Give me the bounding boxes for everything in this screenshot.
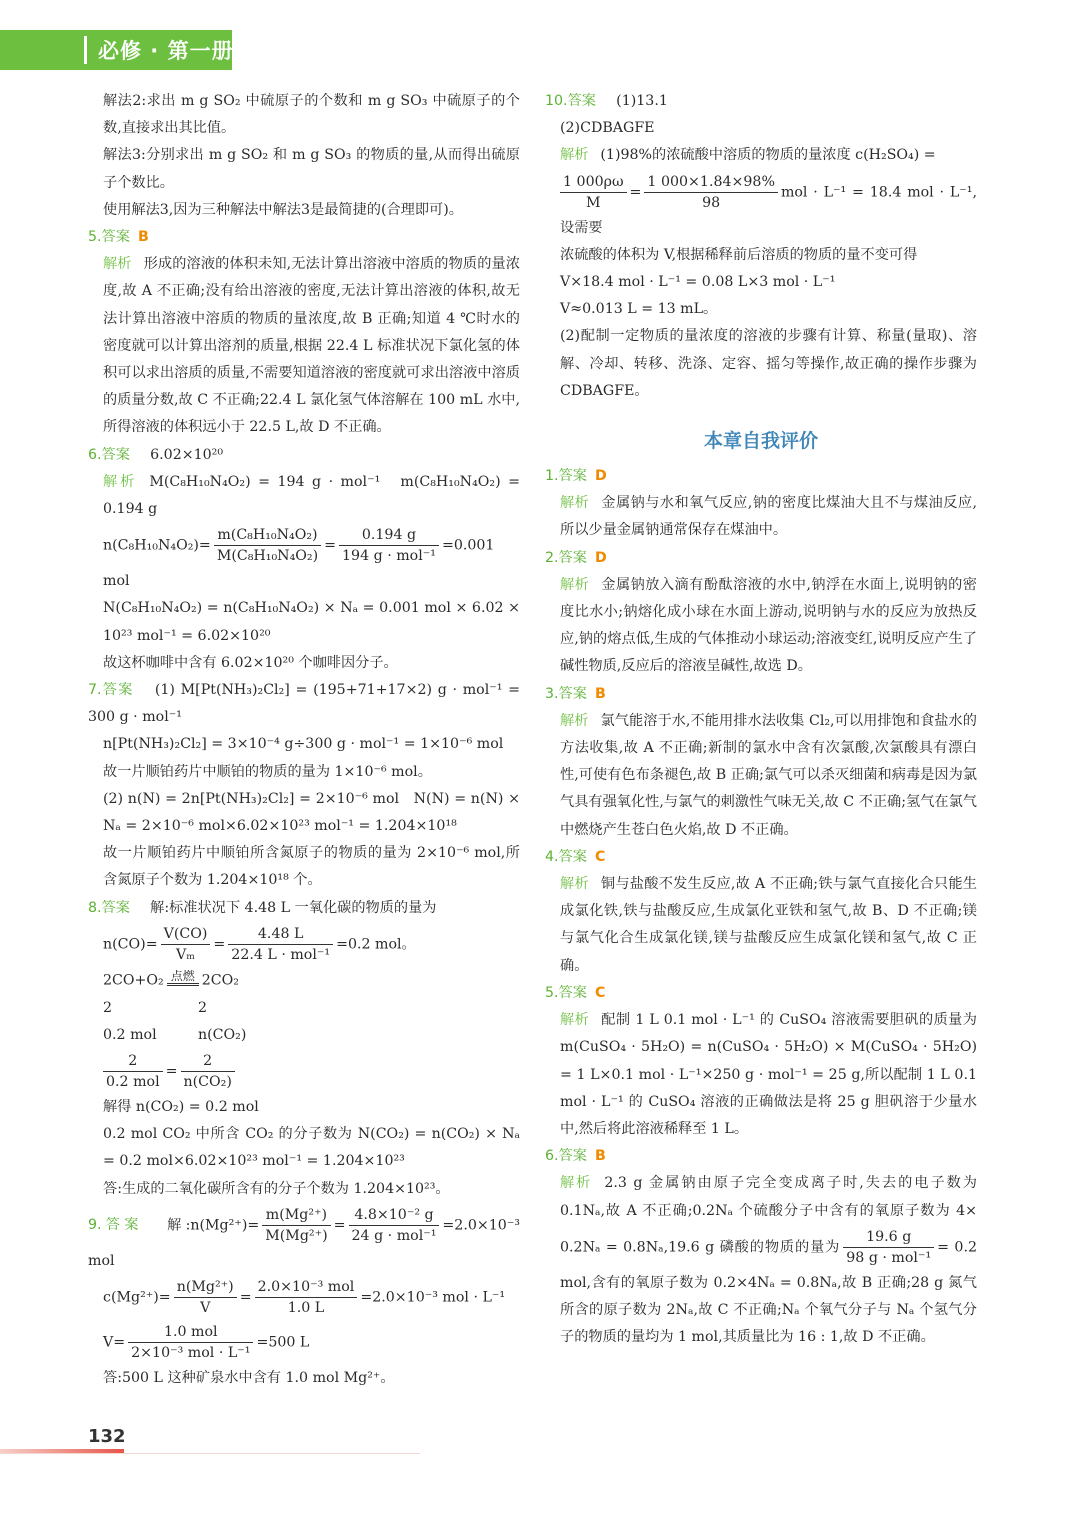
q8-number: 8.: [88, 899, 102, 916]
fraction-denominator: Vₘ: [176, 946, 195, 963]
fraction-denominator: 98: [702, 194, 721, 211]
item4-number: 4.: [545, 848, 559, 865]
amount-co: 0.2 mol: [103, 1026, 157, 1043]
item3-number: 3.: [545, 685, 559, 702]
q6-line1: [88, 469, 520, 523]
item1-analysis: [545, 490, 977, 544]
footer-rule: [0, 1453, 420, 1454]
q6-text1: M(C₈H₁₀N₄O₂) = 194 g · mol⁻¹ m(C₈H₁₀N₄O₂) = 0.194 g: [103, 473, 520, 518]
fraction-denominator: 2×10⁻³ mol · L⁻¹: [131, 1345, 251, 1362]
q6-formula: n(C₈H₁₀N₄O₂)= $\frac{\text{m(C₈H₁₀N₄O₂)}}{\text{M(C₈H₁₀N₄O₂)}}$ = 0.194 g 194 g · mol⁻¹ =0.001 mol: [103, 527, 495, 590]
answer-label: 答案: [567, 93, 596, 109]
analysis-label: 解析: [560, 576, 590, 593]
item6-answer-value: B: [594, 1148, 606, 1165]
q9-fraction-a1: [262, 1205, 330, 1246]
item6-analysis: [545, 1170, 977, 1351]
item5-analysis-text: 配制 1 L 0.1 mol · L⁻¹ 的 CuSO₄ 溶液需要胆矾的质量为 m(CuSO₄ · 5H₂O) = n(CuSO₄ · 5H₂O) × M(CuSO₄ · 5H₂O) = 1 L×0.1 mol · L⁻¹×250 g · mol⁻¹ = 25 g,所以配制 1 L 0.1 mol · L⁻¹ 的 CuSO₄ 溶液的正确做法是将 25 g 胆矾溶于少量水中,然后将此溶液稀释至 1 L。: [560, 1012, 977, 1137]
q7-line5: 故一片顺铂药片中顺铂所含氮原子的物质的量为 2×10⁻⁶ mol,所含氮原子个数为 1.204×10¹⁸ 个。: [103, 845, 520, 889]
fraction-denominator: 0.2 mol: [106, 1074, 160, 1090]
q9-formula-b-lhs: c(Mg²⁺)=: [103, 1289, 171, 1306]
q7-line1: (1) M[Pt(NH₃)₂Cl₂] = (195+71+17×2) g · mol⁻¹ = 300 g · mol⁻¹: [88, 682, 520, 726]
fraction-numerator: 2.0×10⁻³ mol: [255, 1277, 358, 1298]
q9-formula-c-lhs: V=: [103, 1334, 126, 1351]
item1-answer-value: D: [594, 468, 607, 485]
q6-formula-result: =0.001 mol: [103, 537, 495, 590]
q8-line1: 解:标准状况下 4.48 L 一氧化碳的物质的量为: [150, 899, 437, 916]
item1-number: 1.: [545, 468, 559, 485]
fraction-denominator: 194 g · mol⁻¹: [342, 548, 436, 565]
fraction-numerator: 4.48 L: [228, 924, 333, 945]
fraction-numerator: 1 000ρω: [560, 172, 627, 193]
fraction-numerator: 19.6 g: [843, 1227, 934, 1248]
item5-answer: [545, 980, 977, 1007]
coef-co2: 2: [198, 999, 208, 1016]
q10-number: 10.: [545, 93, 568, 109]
item3-analysis: [545, 708, 977, 844]
section-title: 本章自我评价: [703, 430, 818, 453]
fraction-denominator: M: [586, 194, 601, 211]
reaction-reactants: 2CO+O₂: [103, 972, 164, 989]
fraction-numerator: 1 000×1.84×98%: [644, 172, 778, 193]
q8-proportion: 2 0.2 mol = $\frac{2}{\text{n(CO₂)}}$: [88, 1049, 520, 1094]
q6-number: 6.: [88, 446, 102, 463]
q9-formula-c-result: =500 L: [256, 1334, 310, 1351]
item1-analysis-text: 金属钠与水和氧气反应,钠的密度比煤油大且不与煤油反应,所以少量金属钠通常保存在煤油中。: [560, 495, 977, 539]
q8-line4: 答:生成的二氧化碳所含有的分子个数为 1.204×10²³。: [103, 1180, 450, 1197]
item3-answer: [545, 681, 977, 708]
q8-coef-row2: [88, 1022, 520, 1049]
item2-analysis: [545, 572, 977, 681]
coef-co: 2: [103, 999, 113, 1016]
q8-reaction: [88, 967, 520, 995]
q10-formula-result: mol · L⁻¹ = 18.4 mol · L⁻¹,设需要: [560, 184, 977, 236]
item5-answer-value: C: [594, 984, 606, 1001]
q10-fraction1: [560, 172, 627, 213]
q10-line3: V×18.4 mol · L⁻¹ = 0.08 L×3 mol · L⁻¹: [560, 274, 836, 291]
q8-line2: 解得 n(CO₂) = 0.2 mol: [103, 1099, 259, 1115]
header-title: 必修 · 第一册: [98, 39, 234, 63]
q7-line3: 故一片顺铂药片中顺铂的物质的量为 1×10⁻⁶ mol。: [103, 763, 432, 780]
answer-label: 答案: [558, 685, 587, 702]
fraction-denominator: M(C₈H₁₀N₄O₂): [216, 548, 319, 565]
q4-line1: 解法2:求出 m g SO₂ 中硫原子的个数和 m g SO₃ 中硫原子的个数,直接求出其比值。: [103, 93, 520, 137]
item4-analysis: [545, 871, 977, 980]
analysis-label: 解析: [560, 495, 590, 512]
proportion-left: [103, 1051, 163, 1092]
item6-number: 6.: [545, 1148, 559, 1165]
left-column: [88, 88, 520, 1392]
q8-formula-result: =0.2 mol。: [336, 936, 416, 953]
item4-analysis-text: 铜与盐酸不发生反应,故 A 不正确;铁与氯气直接化合只能生成氯化铁,铁与盐酸反应,生成氯化亚铁和氢气,故 B、D 不正确;镁与氯气化合生成氯化镁,镁与盐酸反应生成氯化镁和氢气,故 C 正确。: [560, 876, 977, 974]
q10-answer-1: (1)13.1: [616, 93, 668, 109]
q7-answer: [88, 677, 520, 731]
q4-line2: 解法3:分别求出 m g SO₂ 和 m g SO₃ 的物质的量,从而得出硫原子个数比。: [103, 147, 520, 191]
q10-line2: 浓硫酸的体积为 V,根据稀释前后溶质的物质的量不变可得: [560, 246, 918, 263]
analysis-label: 解析: [103, 473, 138, 490]
item2-analysis-text: 金属钠放入滴有酚酞溶液的水中,钠浮在水面上,说明钠的密度比水小;钠熔化成小球在水面上游动,说明钠与水的反应为放热反应,钠的熔点低,生成的气体推动小球运动;溶液变红,说明反应产生了碱性物质,反应后的溶液呈碱性,故选 D。: [560, 576, 977, 675]
item2-answer: [545, 545, 977, 572]
item2-number: 2.: [545, 549, 559, 566]
q5-analysis-text: 形成的溶液的体积未知,无法计算出溶液中溶质的物质的量浓度,故 A 不正确;没有给出溶液的密度,无法计算出溶液的体积,故无法计算出溶液中溶质的物质的量浓度,故 B 正确;知道 4 ℃时水的密度就可以计算出溶剂的质量,根据 22.4 L 标准状况下氯化氢的体积可以求出溶质的质量,不需要知道溶液的密度就可求出溶液中溶质的质量分数,故 C 不正确;22.4 L 氯化氢气体溶解在 100 mL 水中,所得溶液的体积远小于 22.5 L,故 D 不正确。: [103, 256, 520, 436]
proportion-right: [181, 1051, 235, 1092]
q9-fraction-b2: [255, 1277, 358, 1318]
q10-analysis: [545, 142, 977, 169]
fraction-denominator: 22.4 L · mol⁻¹: [231, 946, 331, 963]
analysis-label: 解析: [560, 876, 589, 893]
reaction-arrow: [167, 969, 199, 992]
item6-fraction: [843, 1227, 934, 1268]
q9-formula-c: [88, 1320, 520, 1365]
fraction-denominator: V: [200, 1300, 211, 1317]
q8-coef-row1: [88, 995, 520, 1022]
answer-label: 答案: [558, 848, 587, 865]
header-divider: [84, 36, 87, 64]
q4-line3: 使用解法3,因为三种解法中解法3是最简捷的(合理即可)。: [103, 201, 463, 218]
item1-answer: [545, 463, 977, 490]
fraction-numerator: 2: [181, 1051, 235, 1072]
item5-analysis: [545, 1007, 977, 1143]
q8-fraction2: [228, 924, 333, 965]
q8-fraction1: [161, 924, 211, 965]
item5-number: 5.: [545, 984, 559, 1001]
q6-answer-value: 6.02×10²⁰: [150, 446, 224, 463]
q9-fraction-c: [128, 1322, 253, 1363]
right-column: [545, 88, 977, 1351]
answer-label: 答案: [558, 1148, 587, 1165]
item6-text2: = 0.2 mol,含有的氧原子数为 0.2×4Nₐ = 0.8Nₐ,故 B 正确;28 g 氮气所含的原子数为 2Nₐ,故 C 不正确;Nₐ 个氧气分子与 Nₐ 个氢气分子的物质的量均为 1 mol,其质量比为 16 : 1,故 D 不正确。: [560, 1239, 977, 1346]
fraction-denominator: 24 g · mol⁻¹: [351, 1227, 437, 1244]
reaction-arrow-spacer: [167, 986, 199, 992]
analysis-label: 解析: [560, 712, 589, 729]
fraction-numerator: V(CO): [161, 924, 211, 945]
q10-line4: V≈0.013 L = 13 mL。: [560, 301, 718, 318]
q5-analysis: [88, 251, 520, 441]
answer-label: 答案: [558, 468, 587, 485]
q9-formula-a-lhs: 解:n(Mg²⁺)=: [167, 1217, 260, 1234]
q6-formula-lhs: n(C₈H₁₀N₄O₂)=: [103, 537, 211, 554]
q9-formula-a-result: =2.0×10⁻³ mol: [88, 1217, 520, 1269]
q10-answer: [545, 88, 977, 115]
fraction-numerator: n(Mg²⁺): [174, 1277, 237, 1298]
item4-answer-value: C: [594, 848, 606, 865]
answer-label: 答案: [101, 446, 130, 463]
fraction-numerator: m(C₈H₁₀N₄O₂): [214, 525, 321, 546]
item6-text1: 2.3 g 金属钠由原子完全变成离子时,失去的电子数为 0.1Nₐ,故 A 不正确;0.2Nₐ 个硫酸分子中含有的氧原子数为 4× 0.2Nₐ = 0.8Nₐ,19.6 g 磷酸的物质的量为: [560, 1175, 977, 1256]
fraction-denominator: n(CO₂): [183, 1074, 232, 1090]
fraction-numerator: 0.194 g: [339, 525, 439, 546]
q10-text1: (1)98%的浓硫酸中溶质的物质的量浓度 c(H₂SO₄) =: [600, 147, 936, 164]
q9-number: 9.: [88, 1217, 102, 1234]
answer-label: 答案: [101, 1217, 143, 1234]
fraction-denominator: M(Mg²⁺): [265, 1227, 328, 1244]
q10-fraction2: [644, 172, 778, 213]
analysis-label: 解析: [560, 1175, 593, 1192]
q8-formula-lhs: n(CO)=: [103, 936, 158, 953]
item4-answer: [545, 844, 977, 871]
answer-label: 答案: [101, 682, 134, 699]
q7-line2: n[Pt(NH₃)₂Cl₂] = 3×10⁻⁴ g÷300 g · mol⁻¹ = 1×10⁻⁶ mol: [103, 736, 504, 753]
answer-label: 答案: [101, 229, 130, 246]
analysis-label: 解析: [560, 1012, 590, 1029]
q10-formula: $\frac{1 000\rho\omega}{M}$ = $\frac{1 000\times 1.84\times 98\%}{98}$ mol · L⁻¹ = 18.4 mol · L⁻¹,设需要: [560, 173, 977, 236]
q9-fraction-b1: [174, 1277, 237, 1318]
q6-fraction1: [214, 525, 321, 566]
q8-answer: [88, 895, 520, 922]
q8-formula: n(CO)= $\frac{V(CO)}{\text{Vₘ}}$ = 4.48 L 22.4 L · mol⁻¹ =0.2 mol。: [103, 925, 416, 963]
q10-answer-2: (2)CDBAGFE: [560, 120, 655, 137]
q9-fraction-a2: [349, 1205, 440, 1246]
amount-co2: n(CO₂): [198, 1026, 247, 1043]
q6-fraction2: [339, 525, 439, 566]
q9-formula-b-result: =2.0×10⁻³ mol · L⁻¹: [360, 1289, 506, 1306]
answer-label: 答案: [101, 899, 130, 916]
q5-answer: [88, 224, 520, 251]
q9-formula-b: c(Mg²⁺)= $\frac{\text{n(Mg²⁺)}}{V}$ = 2.0×10⁻³ mol 1.0 L =2.0×10⁻³ mol · L⁻¹: [103, 1279, 506, 1317]
fraction-denominator: 98 g · mol⁻¹: [846, 1249, 932, 1266]
q6-line4: 故这杯咖啡中含有 6.02×10²⁰ 个咖啡因分子。: [103, 654, 398, 671]
reaction-products: 2CO₂: [201, 972, 239, 989]
q7-number: 7.: [88, 682, 102, 699]
q5-number: 5.: [88, 229, 102, 246]
fraction-numerator: 1.0 mol: [128, 1322, 253, 1343]
analysis-label: 解析: [560, 147, 589, 164]
q5-answer-value: B: [137, 229, 149, 246]
analysis-label: 解析: [103, 256, 132, 273]
item3-answer-value: B: [594, 685, 606, 702]
item2-answer-value: D: [594, 549, 607, 566]
fraction-numerator: 4.8×10⁻² g: [349, 1205, 440, 1226]
answer-label: 答案: [558, 984, 587, 1001]
q10-line5: (2)配制一定物质的量浓度的溶液的步骤有计算、称量(量取)、溶解、冷却、转移、洗涤、定容、摇匀等操作,故正确的操作步骤为 CDBAGFE。: [560, 328, 977, 399]
item3-analysis-text: 氯气能溶于水,不能用排水法收集 Cl₂,可以用排饱和食盐水的方法收集,故 A 不正确;新制的氯水中含有次氯酸,次氯酸具有漂白性,可使有色布条褪色,故 B 正确;氯气可以杀灭细菌和病毒是因为氯气具有强氧化性,与氯气的刺激性气味无关,故 C 不正确;氢气在氯气中燃烧产生苍白色火焰,故 D 不正确。: [560, 712, 977, 838]
q7-line4: (2) n(N) = 2n[Pt(NH₃)₂Cl₂] = 2×10⁻⁶ mol N(N) = n(N) × Nₐ = 2×10⁻⁶ mol×6.02×10²³ mol⁻¹ = 1.204×10¹⁸: [103, 790, 520, 835]
fraction-numerator: 2: [103, 1051, 163, 1072]
q9-answer: 9.答案 解:n(Mg²⁺)= $\frac{\text{m(Mg²⁺)}}{\text{M(Mg²⁺)}}$ = 4.8×10⁻² g 24 g · mol⁻¹ =2.0×10⁻³ mol: [88, 1206, 520, 1269]
q6-answer: [88, 442, 520, 469]
fraction-numerator: m(Mg²⁺): [262, 1205, 330, 1226]
reaction-condition: 点燃: [167, 969, 199, 986]
item6-answer: [545, 1143, 977, 1170]
q6-line3: N(C₈H₁₀N₄O₂) = n(C₈H₁₀N₄O₂) × Nₐ = 0.001 mol × 6.02 × 10²³ mol⁻¹ = 6.02×10²⁰: [103, 600, 520, 644]
page-number: 132: [88, 1426, 126, 1447]
q9-conclusion: 答:500 L 这种矿泉水中含有 1.0 mol Mg²⁺。: [103, 1370, 395, 1387]
answer-label: 答案: [558, 549, 587, 566]
fraction-denominator: 1.0 L: [287, 1300, 325, 1317]
q8-line3: 0.2 mol CO₂ 中所含 CO₂ 的分子数为 N(CO₂) = n(CO₂) × Nₐ = 0.2 mol×6.02×10²³ mol⁻¹ = 1.204×10²³: [103, 1126, 520, 1170]
